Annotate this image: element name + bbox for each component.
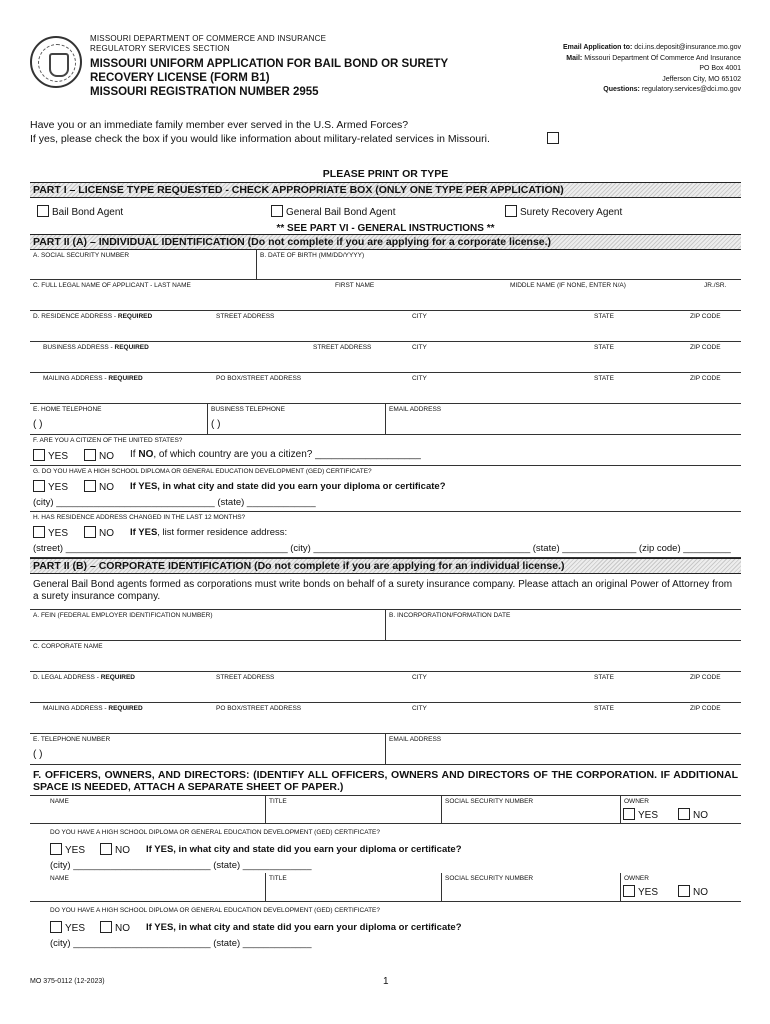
officer2-row [30, 873, 741, 902]
home-telephone-field[interactable]: ( ) [33, 419, 43, 430]
owner1-no-checkbox[interactable] [678, 808, 690, 820]
email-label: Email Application to: [562, 44, 633, 51]
officer-ged-question: DO YOU HAVE A HIGH SCHOOL DIPLOMA OR GENERAL EDUCATION DEVELOPMENT (GED) CERTIFICATE? [50, 907, 380, 914]
no-label: NO [99, 451, 114, 462]
changed-if-label: If YES [130, 527, 158, 538]
form-page [30, 30, 741, 950]
owner1-yes-checkbox[interactable] [623, 808, 635, 820]
officer-name-label: NAME [50, 798, 69, 805]
state-label: STATE [594, 313, 614, 320]
citizen-question: F. ARE YOU A CITIZEN OF THE UNITED STATES? [33, 437, 183, 444]
yes-label: YES [48, 528, 69, 539]
changed-yes-checkbox[interactable] [33, 526, 45, 538]
questions-label: Questions: [603, 86, 640, 93]
required-tag: REQUIRED [108, 705, 143, 712]
city-label: CITY [412, 375, 427, 382]
agency-line1: MISSOURI DEPARTMENT OF COMMERCE AND INSURANCE [90, 34, 327, 43]
no-label: NO [99, 482, 114, 493]
business-address-label: BUSINESS ADDRESS - [43, 344, 113, 351]
business-telephone-field[interactable]: ( ) [211, 419, 221, 430]
yes-label: YES [638, 887, 659, 898]
street-label: STREET ADDRESS [216, 674, 275, 681]
street-label: STREET ADDRESS [216, 313, 275, 320]
state-label: STATE [594, 375, 614, 382]
corp-intro-text: General Bail Bond agents formed as corporations must write bonds on behalf of a surety insurance company. Please attach an original Power of Attorney from a surety insurance company. [33, 579, 733, 602]
part1-heading: PART I – LICENSE TYPE REQUESTED - CHECK APPROPRIATE BOX (ONLY ONE TYPE PER APPLICATION) [30, 182, 741, 198]
business-telephone-label: BUSINESS TELEPHONE [211, 406, 285, 413]
home-telephone-label: E. HOME TELEPHONE [33, 406, 102, 413]
page-number: 1 [383, 976, 389, 987]
yes-label: YES [48, 451, 69, 462]
telephone-row [30, 404, 741, 435]
title-line1: MISSOURI UNIFORM APPLICATION FOR BAIL BOND OR SURETY [90, 58, 449, 70]
corp-telephone-label: E. TELEPHONE NUMBER [33, 736, 111, 743]
corp-mailing-row [30, 703, 741, 734]
address-changed-row [30, 512, 741, 558]
questions-link[interactable]: regulatory.services@dci.mo.gov [641, 86, 741, 93]
city-label: CITY [412, 313, 427, 320]
form-number: MO 375-0112 (12-2023) [30, 978, 105, 985]
mailing-address-row [30, 373, 741, 404]
legal-address-row [30, 672, 741, 703]
no-label: NO [693, 887, 708, 898]
email-link[interactable]: dci.ins.deposit@insurance.mo.gov [634, 44, 741, 51]
zip-label: ZIP CODE [690, 705, 721, 712]
yes-label: YES [638, 810, 659, 821]
po-box: PO Box 4001 [699, 65, 741, 72]
part2a-heading: PART II (A) – INDIVIDUAL IDENTIFICATION (Do not complete if you are applying for a corporate license.) [30, 234, 741, 250]
zip-label: ZIP CODE [690, 313, 721, 320]
owner-label: OWNER [624, 875, 649, 882]
military-line2: If yes, please check the box if you would like information about military-related services in Missouri. [30, 133, 490, 145]
citizen-no-checkbox[interactable] [84, 449, 96, 461]
mailing-address-label: MAILING ADDRESS - [43, 375, 107, 382]
ged-no-checkbox[interactable] [84, 480, 96, 492]
if-label: If [130, 449, 136, 460]
state-label: STATE [594, 344, 614, 351]
address-changed-question: H. HAS RESIDENCE ADDRESS CHANGED IN THE LAST 12 MONTHS? [33, 514, 246, 521]
officer1-city-state-field[interactable]: (city) __________________________ (state) _____________ [50, 860, 312, 871]
po-street-label: PO BOX/STREET ADDRESS [216, 375, 302, 382]
first-name-label: FIRST NAME [335, 282, 375, 289]
officer1-ged-yes-checkbox[interactable] [50, 843, 62, 855]
surety-recovery-agent-checkbox[interactable] [505, 205, 517, 217]
corp-name-row [30, 641, 741, 672]
former-address-field[interactable]: (street) __________________________________________ (city) _________________________________________ (state) ______________ (zip code) _________ [33, 543, 731, 554]
general-bail-bond-agent-checkbox[interactable] [271, 205, 283, 217]
please-print: PLEASE PRINT OR TYPE [322, 168, 449, 180]
ged-city-state-field[interactable]: (city) ______________________________ (state) _____________ [33, 497, 316, 508]
ssn-dob-row [30, 250, 741, 280]
officer-ssn-label: SOCIAL SECURITY NUMBER [445, 875, 534, 882]
state-label: STATE [594, 705, 614, 712]
officer-ged-followup: If YES, in what city and state did you earn your diploma or certificate? [146, 844, 462, 855]
business-address-row [30, 342, 741, 373]
corp-telephone-row [30, 734, 741, 765]
dob-label: B. DATE OF BIRTH (MM/DD/YYYY) [260, 252, 365, 259]
ged-yes-checkbox[interactable] [33, 480, 45, 492]
title-line3: MISSOURI REGISTRATION NUMBER 2955 [90, 86, 319, 98]
city-label: CITY [412, 344, 427, 351]
changed-followup: , list former residence address: [157, 527, 288, 538]
inc-date-label: B. INCORPORATION/FORMATION DATE [389, 612, 511, 619]
military-question [30, 118, 741, 146]
yes-label: YES [48, 482, 69, 493]
bail-bond-agent-checkbox[interactable] [37, 205, 49, 217]
agency-name [90, 34, 326, 54]
ged-question: G. DO YOU HAVE A HIGH SCHOOL DIPLOMA OR GENERAL EDUCATION DEVELOPMENT (GED) CERTIFICATE? [33, 468, 372, 475]
officer2-ged-no-checkbox[interactable] [100, 921, 112, 933]
officer-ssn-label: SOCIAL SECURITY NUMBER [445, 798, 534, 805]
corp-telephone-field[interactable]: ( ) [33, 749, 43, 760]
officer-ged-question: DO YOU HAVE A HIGH SCHOOL DIPLOMA OR GENERAL EDUCATION DEVELOPMENT (GED) CERTIFICATE? [50, 829, 380, 836]
po-street-label: PO BOX/STREET ADDRESS [216, 705, 302, 712]
no-bold-label: NO [138, 449, 154, 460]
officer1-row [30, 795, 741, 824]
military-line1: Have you or an immediate family member ever served in the U.S. Armed Forces? [30, 119, 409, 131]
mailing-address-label: MAILING ADDRESS - [43, 705, 107, 712]
agency-line2: REGULATORY SERVICES SECTION [90, 44, 230, 53]
ged-row [30, 466, 741, 512]
no-label: NO [693, 810, 708, 821]
title-line2: RECOVERY LICENSE (FORM B1) [90, 72, 270, 84]
citizen-row [30, 435, 741, 466]
no-label: NO [115, 923, 130, 934]
fein-row [30, 610, 741, 641]
middle-name-label: MIDDLE NAME (IF NONE, ENTER N/A) [510, 282, 626, 289]
bail-bond-agent-label: Bail Bond Agent [52, 207, 124, 218]
corp-name-label: C. CORPORATE NAME [33, 643, 103, 650]
officer2-city-state-field[interactable]: (city) __________________________ (state) _____________ [50, 938, 312, 949]
zip-label: ZIP CODE [690, 674, 721, 681]
owner2-yes-checkbox[interactable] [623, 885, 635, 897]
contact-info [563, 43, 741, 96]
officer1-ged-row [30, 824, 741, 873]
yes-label: YES [65, 923, 86, 934]
legal-address-label: D. LEGAL ADDRESS - [33, 674, 99, 681]
owner2-no-checkbox[interactable] [678, 885, 690, 897]
state-label: STATE [594, 674, 614, 681]
general-bail-bond-agent-label: General Bail Bond Agent [286, 207, 396, 218]
jr-sr-label: JR./SR. [704, 282, 727, 289]
officer-ged-followup: If YES, in what city and state did you earn your diploma or certificate? [146, 922, 462, 933]
city-label: CITY [412, 674, 427, 681]
officer-title-label: TITLE [269, 798, 287, 805]
no-label: NO [99, 528, 114, 539]
form-header [30, 30, 741, 100]
full-name-row [30, 280, 741, 311]
officer-title-label: TITLE [269, 875, 287, 882]
officer1-ged-no-checkbox[interactable] [100, 843, 112, 855]
mail-label: Mail: [566, 54, 583, 62]
last-name-label: C. FULL LEGAL NAME OF APPLICANT - LAST NAME [33, 282, 191, 289]
officers-heading: F. OFFICERS, OWNERS, AND DIRECTORS: (IDENTIFY ALL OFFICERS, OWNERS AND DIRECTORS OF THE CORPORATION. IF ADDITIONAL SPACE IS NEEDED, ATTACH A SEPARATE SHEET OF PAPER.) [33, 769, 738, 793]
required-tag: REQUIRED [117, 313, 153, 320]
street-label: STREET ADDRESS [313, 344, 372, 351]
form-title [90, 57, 448, 99]
zip-label: ZIP CODE [690, 344, 721, 351]
residence-address-label: D. RESIDENCE ADDRESS - [33, 313, 117, 320]
officer2-ged-yes-checkbox[interactable] [50, 921, 62, 933]
zip-label: ZIP CODE [690, 375, 721, 382]
ged-followup: If YES, in what city and state did you earn your diploma or certificate? [130, 481, 446, 492]
changed-no-checkbox[interactable] [84, 526, 96, 538]
owner-label: OWNER [624, 798, 649, 805]
see-instructions: ** SEE PART VI - GENERAL INSTRUCTIONS ** [276, 223, 495, 234]
part2b-heading: PART II (B) – CORPORATE IDENTIFICATION (Do not complete if you are applying for an individual license.) [30, 558, 741, 574]
required-tag: REQUIRED [100, 674, 135, 681]
citizen-yes-checkbox[interactable] [33, 449, 45, 461]
license-type-row [30, 198, 741, 223]
city-label: CITY [412, 705, 427, 712]
required-tag: REQUIRED [108, 375, 143, 382]
corp-intro-row [30, 574, 741, 610]
military-checkbox[interactable] [547, 132, 559, 144]
yes-label: YES [65, 845, 86, 856]
missouri-seal-icon [30, 36, 82, 88]
email-address-label: EMAIL ADDRESS [389, 736, 442, 743]
email-address-label: EMAIL ADDRESS [389, 406, 442, 413]
city-line: Jefferson City, MO 65102 [662, 75, 741, 83]
country-question: , of which country are you a citizen? ___________________ [153, 449, 421, 460]
officer2-ged-row [30, 902, 741, 950]
no-label: NO [115, 845, 130, 856]
fein-label: A. FEIN (FEDERAL EMPLOYER IDENTIFICATION NUMBER) [33, 612, 213, 619]
required-tag: REQUIRED [114, 344, 149, 351]
officer-name-label: NAME [50, 875, 69, 882]
surety-recovery-agent-label: Surety Recovery Agent [520, 207, 623, 218]
residence-address-row [30, 311, 741, 342]
ssn-label: A. SOCIAL SECURITY NUMBER [33, 252, 130, 259]
mail-address: Missouri Department Of Commerce And Insurance [584, 54, 741, 62]
